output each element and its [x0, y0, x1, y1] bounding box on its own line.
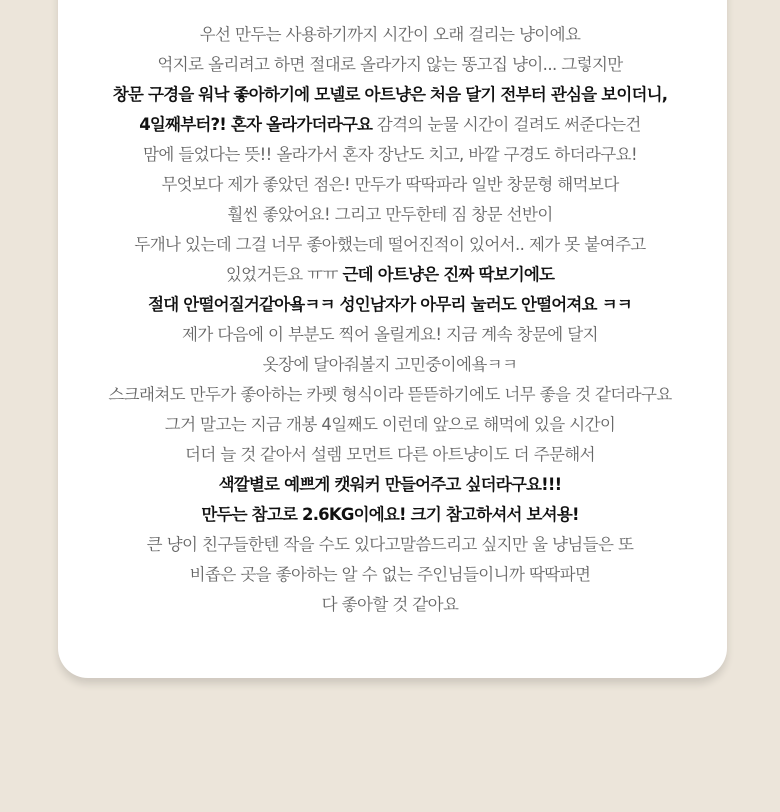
review-text-segment: 억지로 올리려고 하면 절대로 올라가지 않는 똥고집 냥이... 그렇지만 [157, 55, 623, 74]
review-line [0, 320, 780, 350]
review-text-segment: 감격의 눈물 시간이 걸려도 써준다는건 [372, 115, 641, 134]
review-line [0, 380, 780, 410]
review-text-segment: 훨씬 좋았어요! 그리고 만두한테 짐 창문 선반이 [227, 205, 553, 224]
review-line [0, 350, 780, 380]
review-line [0, 290, 780, 320]
review-line [0, 500, 780, 530]
review-line [0, 80, 780, 110]
review-line [0, 200, 780, 230]
review-bold-segment: 4일째부터?! 혼자 올라가더라구요 [139, 115, 373, 134]
review-line [0, 50, 780, 80]
review-line [0, 170, 780, 200]
review-line [0, 470, 780, 500]
review-text-segment: 옷장에 달아줘볼지 고민중이에욬ㅋㅋ [262, 355, 518, 374]
review-line [0, 560, 780, 590]
review-text-segment: 우선 만두는 사용하기까지 시간이 오래 걸리는 냥이에요 [199, 25, 581, 44]
review-line [0, 260, 780, 290]
review-line [0, 440, 780, 470]
review-text-segment: 두개나 있는데 그걸 너무 좋아했는데 떨어진적이 있어서.. 제가 못 붙여주고 [134, 235, 646, 254]
review-text-segment: 있었거든요 ㅠㅠ [225, 265, 343, 284]
review-line [0, 410, 780, 440]
review-text-segment: 스크래쳐도 만두가 좋아하는 카펫 형식이라 뜯뜯하기에도 너무 좋을 것 같더라구요 [108, 385, 672, 404]
review-text-segment: 맘에 들었다는 뜻!! 올라가서 혼자 장난도 치고, 바깥 구경도 하더라구요! [143, 145, 637, 164]
review-line [0, 110, 780, 140]
review-text-segment: 무엇보다 제가 좋았던 점은! 만두가 딱딱파라 일반 창문형 해먹보다 [161, 175, 619, 194]
review-text [0, 20, 780, 620]
review-line [0, 530, 780, 560]
review-text-segment: 큰 냥이 친구들한텐 작을 수도 있다고말씀드리고 싶지만 울 냥님들은 또 [146, 535, 634, 554]
review-line [0, 230, 780, 260]
review-bold-segment: 창문 구경을 워낙 좋아하기에 모넬로 아트냥은 처음 달기 전부터 관심을 보이더니, [112, 85, 668, 104]
review-bold-segment: 절대 안떨어질거같아욬ㅋㅋ 성인남자가 아무리 눌러도 안떨어져요 ㅋㅋ [148, 295, 632, 314]
review-text-segment: 다 좋아할 것 같아요 [321, 595, 459, 614]
review-text-segment: 제가 다음에 이 부분도 찍어 올릴게요! 지금 계속 창문에 달지 [182, 325, 598, 344]
review-text-segment: 비좁은 곳을 좋아하는 알 수 없는 주인님들이니까 딱딱파면 [189, 565, 591, 584]
review-text-segment: 그거 말고는 지금 개봉 4일째도 이런데 앞으로 해먹에 있을 시간이 [164, 415, 616, 434]
review-bold-segment: 색깔별로 예쁘게 캣워커 만들어주고 싶더라구요!!! [218, 475, 562, 494]
review-line [0, 590, 780, 620]
review-line [0, 140, 780, 170]
review-text-segment: 더더 늘 것 같아서 설렘 모먼트 다른 아트냥이도 더 주문해서 [185, 445, 595, 464]
review-line [0, 20, 780, 50]
review-bold-segment: 만두는 참고로 2.6KG이에요! 크기 참고하셔서 보셔용! [201, 505, 579, 524]
review-bold-segment: 근데 아트냥은 진짜 딱보기에도 [342, 265, 555, 284]
